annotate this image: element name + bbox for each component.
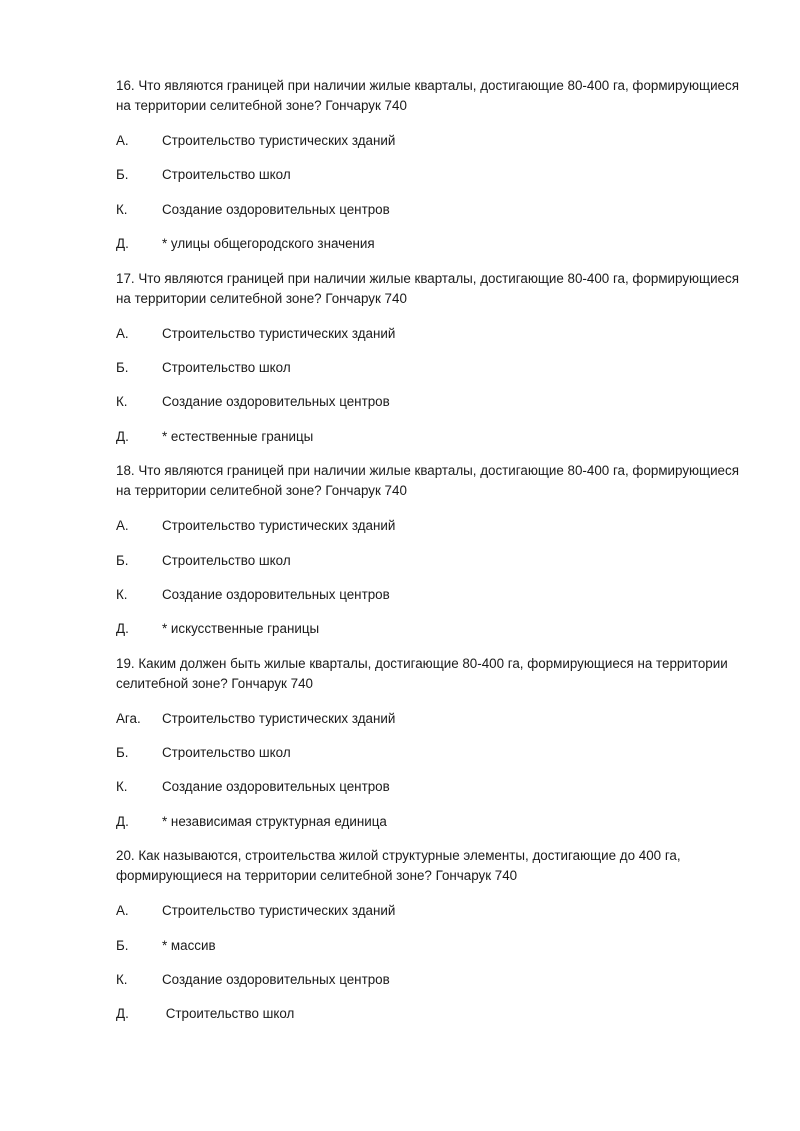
option-b — [116, 743, 756, 763]
option-d — [116, 812, 756, 832]
option-letter: Б. — [116, 745, 129, 761]
option-d — [116, 619, 756, 639]
question-text: 18. Что являются границей при наличии жилые кварталы, достигающие 80-400 га, формирующиеся на территории селитебной зоне? Гончарук 740 — [116, 463, 739, 499]
option-c — [116, 200, 756, 220]
option-letter: Б. — [116, 167, 129, 183]
question-block-18 — [116, 461, 756, 639]
option-text: * независимая структурная единица — [162, 813, 387, 829]
option-letter: К. — [116, 201, 128, 217]
option-text: Строительство школ — [162, 1006, 295, 1022]
option-text: Строительство школ — [162, 167, 291, 183]
option-text: Создание оздоровительных центров — [162, 779, 390, 795]
option-c — [116, 392, 756, 412]
option-letter: А. — [116, 903, 129, 919]
option-b — [116, 551, 756, 571]
option-text: Строительство школ — [162, 359, 291, 375]
option-letter: Д. — [116, 813, 129, 829]
option-text: Строительство туристических зданий — [162, 133, 396, 148]
option-letter: А. — [116, 325, 129, 341]
question-block-20 — [116, 846, 756, 1024]
option-text: Создание оздоровительных центров — [162, 586, 390, 602]
option-letter: А. — [116, 133, 129, 148]
option-text: Строительство школ — [162, 745, 291, 761]
option-letter: Д. — [116, 621, 129, 637]
option-letter: Б. — [116, 359, 129, 375]
option-letter: Д. — [116, 428, 129, 444]
question-block-16 — [116, 76, 756, 254]
option-text: * улицы общегородского значения — [162, 236, 375, 252]
option-a — [116, 901, 756, 921]
option-text: Строительство школ — [162, 552, 291, 568]
option-text: * массив — [162, 937, 216, 953]
option-a — [116, 131, 756, 151]
option-text: Строительство туристических зданий — [162, 325, 396, 341]
option-letter: Д. — [116, 236, 129, 252]
option-text: Строительство туристических зданий — [162, 903, 396, 919]
option-text: * искусственные границы — [162, 621, 320, 637]
option-d — [116, 234, 756, 254]
option-c — [116, 970, 756, 990]
option-text: Строительство туристических зданий — [162, 518, 396, 534]
question-block-19 — [116, 654, 756, 832]
option-letter: А. — [116, 518, 129, 534]
option-letter: К. — [116, 779, 128, 795]
option-b — [116, 936, 756, 956]
option-text: Создание оздоровительных центров — [162, 972, 390, 988]
option-letter: К. — [116, 972, 128, 988]
option-c — [116, 777, 756, 797]
option-letter: Ага. — [116, 710, 141, 726]
question-text: 20. Как называются, строительства жилой структурные элементы, достигающие до 400 га, формирующиеся на территории селитебной зоне? Гончарук 740 — [116, 848, 681, 884]
option-letter: К. — [116, 586, 128, 602]
option-text: Создание оздоровительных центров — [162, 201, 390, 217]
option-letter: Б. — [116, 552, 129, 568]
option-a — [116, 324, 756, 344]
option-text: Создание оздоровительных центров — [162, 394, 390, 410]
question-text: 19. Каким должен быть жилые кварталы, достигающие 80-400 га, формирующиеся на территории селитебной зоне? Гончарук 740 — [116, 655, 728, 691]
option-letter: К. — [116, 394, 128, 410]
option-b — [116, 165, 756, 185]
option-d — [116, 1004, 756, 1024]
option-letter: Д. — [116, 1006, 129, 1022]
option-a — [116, 709, 756, 729]
option-a — [116, 516, 756, 536]
question-text: 16. Что являются границей при наличии жилые кварталы, достигающие 80-400 га, формирующиеся на территории селитебной зоне? Гончарук 740 — [116, 78, 739, 113]
option-letter: Б. — [116, 937, 129, 953]
option-text: Строительство туристических зданий — [162, 710, 396, 726]
option-b — [116, 358, 756, 378]
document-page — [116, 76, 756, 1039]
option-d — [116, 427, 756, 447]
option-c — [116, 585, 756, 605]
question-block-17 — [116, 269, 756, 447]
option-text: * естественные границы — [162, 428, 314, 444]
question-text: 17. Что являются границей при наличии жилые кварталы, достигающие 80-400 га, формирующиеся на территории селитебной зоне? Гончарук 740 — [116, 270, 739, 306]
